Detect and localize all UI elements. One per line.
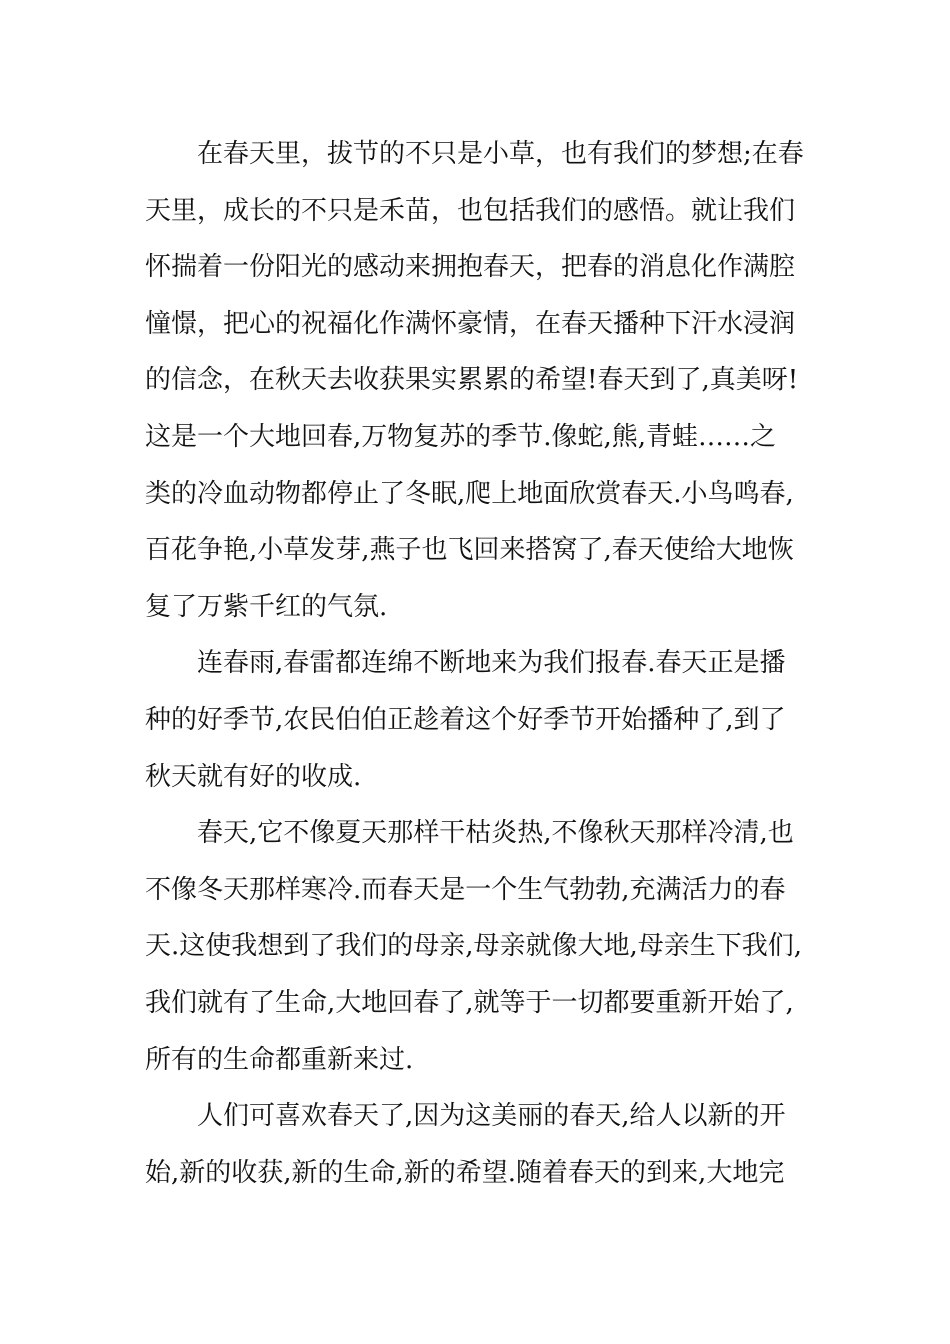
- document-body: [145, 126, 825, 1201]
- text-line: 复了万紫千红的气氛.: [145, 591, 388, 622]
- text-line: 类的冷血动物都停止了冬眠,爬上地面欣赏春天.小鸟鸣春,: [145, 478, 794, 509]
- text-line: 连春雨,春雷都连绵不断地来为我们报春.春天正是播: [197, 648, 786, 679]
- text-line: 秋天就有好的收成.: [145, 761, 362, 792]
- text-line: 所有的生命都重新来过.: [145, 1044, 414, 1075]
- text-line: 始,新的收获,新的生命,新的希望.随着春天的到来,大地完: [145, 1157, 785, 1188]
- text-line: 在春天里，拔节的不只是小草，也有我们的梦想;在春: [197, 139, 804, 169]
- text-line: 的信念，在秋天去收获果实累累的希望!春天到了,真美呀!: [145, 365, 799, 396]
- text-line: 人们可喜欢春天了,因为这美丽的春天,给人以新的开: [197, 1101, 786, 1132]
- text-line: 天.这使我想到了我们的母亲,母亲就像大地,母亲生下我们,: [145, 931, 803, 962]
- text-line: 怀揣着一份阳光的感动来拥抱春天，把春的消息化作满腔: [145, 252, 796, 283]
- text-line: 憧憬，把心的祝福化作满怀豪情，在春天播种下汗水浸润: [145, 308, 796, 339]
- text-line: 不像冬天那样寒冷.而春天是一个生气勃勃,充满活力的春: [145, 874, 786, 905]
- text-line: 种的好季节,农民伯伯正趁着这个好季节开始播种了,到了: [145, 704, 786, 735]
- text-line: 百花争艳,小草发芽,燕子也飞回来搭窝了,春天使给大地恢: [145, 535, 794, 566]
- text-line: 天里，成长的不只是禾苗，也包括我们的感悟。就让我们: [145, 195, 796, 226]
- text-line: 春天,它不像夏天那样干枯炎热,不像秋天那样冷清,也: [197, 818, 794, 849]
- text-line: 我们就有了生命,大地回春了,就等于一切都要重新开始了,: [145, 987, 794, 1018]
- text-line: 这是一个大地回春,万物复苏的季节.像蛇,熊,青蛙……之: [145, 421, 777, 452]
